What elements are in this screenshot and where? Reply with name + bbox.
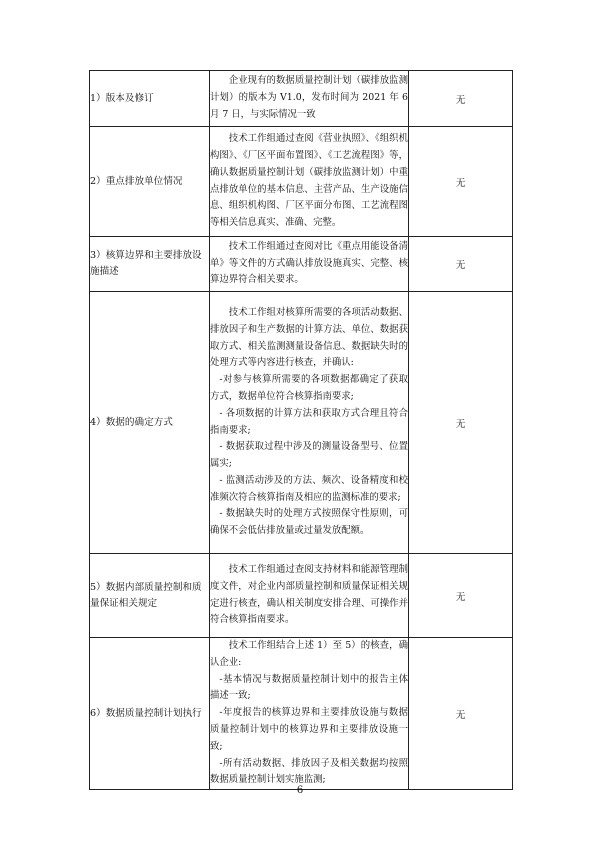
content-paragraph: 技术工作组通过查阅支持材料和能源管理制度文件，对企业内部质量控制和质量保证相关规定进行核查，确认相关制度安排合理、可操作并符合核算指南要求。 xyxy=(210,563,408,626)
table-row xyxy=(90,127,513,237)
table-row xyxy=(90,554,513,638)
result-cell: 无 xyxy=(409,292,513,554)
item-cell: 3）核算边界和主要排放设施描述 xyxy=(90,237,210,292)
content-paragraph: -所有活动数据、排放因子及相关数据均按照数据质量控制计划实施监测; xyxy=(210,757,408,786)
content-cell xyxy=(210,237,409,292)
content-cell xyxy=(210,554,409,638)
page-number: 6 xyxy=(296,785,304,796)
item-cell: 1）版本及修订 xyxy=(90,71,210,127)
content-cell xyxy=(210,292,409,554)
content-paragraph: - 各项数据的计算方法和获取方式合理且符合指南要求; xyxy=(210,407,408,436)
content-paragraph: -对参与核算所需要的各项数据都确定了获取方式，数据单位符合核算指南要求; xyxy=(210,374,408,402)
content-paragraph: 技术工作组通过查阅《营业执照》、《组织机构图》、《厂区平面布置图》、《工艺流程图》等，确认数据质量控制计划（碳排放监测计划）中重点排放单位的基本信息、主营产品、生产设施信息、组织机构图、厂区平面分布图、工艺流程图等相关信息真实、准确、完整。 xyxy=(210,133,408,229)
result-cell: 无 xyxy=(409,638,513,790)
content-cell xyxy=(210,127,409,237)
table-row xyxy=(90,638,513,790)
item-cell: 2）重点排放单位情况 xyxy=(90,127,210,237)
item-cell: 6）数据质量控制计划执行 xyxy=(90,638,210,790)
content-paragraph: 企业现有的数据质量控制计划（碳排放监测计划）的版本为 V1.0，发布时间为 2021 年 6 月 7 日，与实际情况一致 xyxy=(210,75,408,120)
content-paragraph: - 数据获取过程中涉及的测量设备型号、位置属实; xyxy=(210,441,408,470)
table-row xyxy=(90,292,513,554)
content-paragraph: 技术工作组结合上述 1）至 5）的核查，确认企业: xyxy=(210,640,408,668)
content-paragraph: - 监测活动涉及的方法、频次、设备精度和校准频次符合核算指南及相应的监测标准的要求; xyxy=(210,474,408,503)
table-row xyxy=(90,71,513,127)
content-paragraph: -年度报告的核算边界和主要排放设施与数据质量控制计划中的核算边界和主要排放设施一致; xyxy=(210,707,408,752)
content-cell xyxy=(210,71,409,127)
table-row xyxy=(90,237,513,292)
content-paragraph: 技术工作组对核算所需要的各项活动数据、排放因子和生产数据的计算方法、单位、数据获取方式、相关监测测量设备信息、数据缺失时的处理方式等内容进行核查，并确认: xyxy=(210,306,408,369)
result-cell: 无 xyxy=(409,554,513,638)
content-paragraph: -基本情况与数据质量控制计划中的报告主体描述一致; xyxy=(210,673,408,702)
item-cell: 4）数据的确定方式 xyxy=(90,292,210,554)
content-paragraph: - 数据缺失时的处理方式按照保守性原则，可确保不会低估排放量或过量发放配额。 xyxy=(210,508,408,537)
content-cell xyxy=(210,638,409,790)
content-paragraph: 技术工作组通过查阅对比《重点用能设备清单》等文件的方式确认排放设施真实、完整、核算边界符合相关要求。 xyxy=(210,240,408,286)
result-cell: 无 xyxy=(409,127,513,237)
result-cell: 无 xyxy=(409,71,513,127)
result-cell: 无 xyxy=(409,237,513,292)
review-table xyxy=(89,70,513,790)
item-cell: 5）数据内部质量控制和质量保证相关规定 xyxy=(90,554,210,638)
